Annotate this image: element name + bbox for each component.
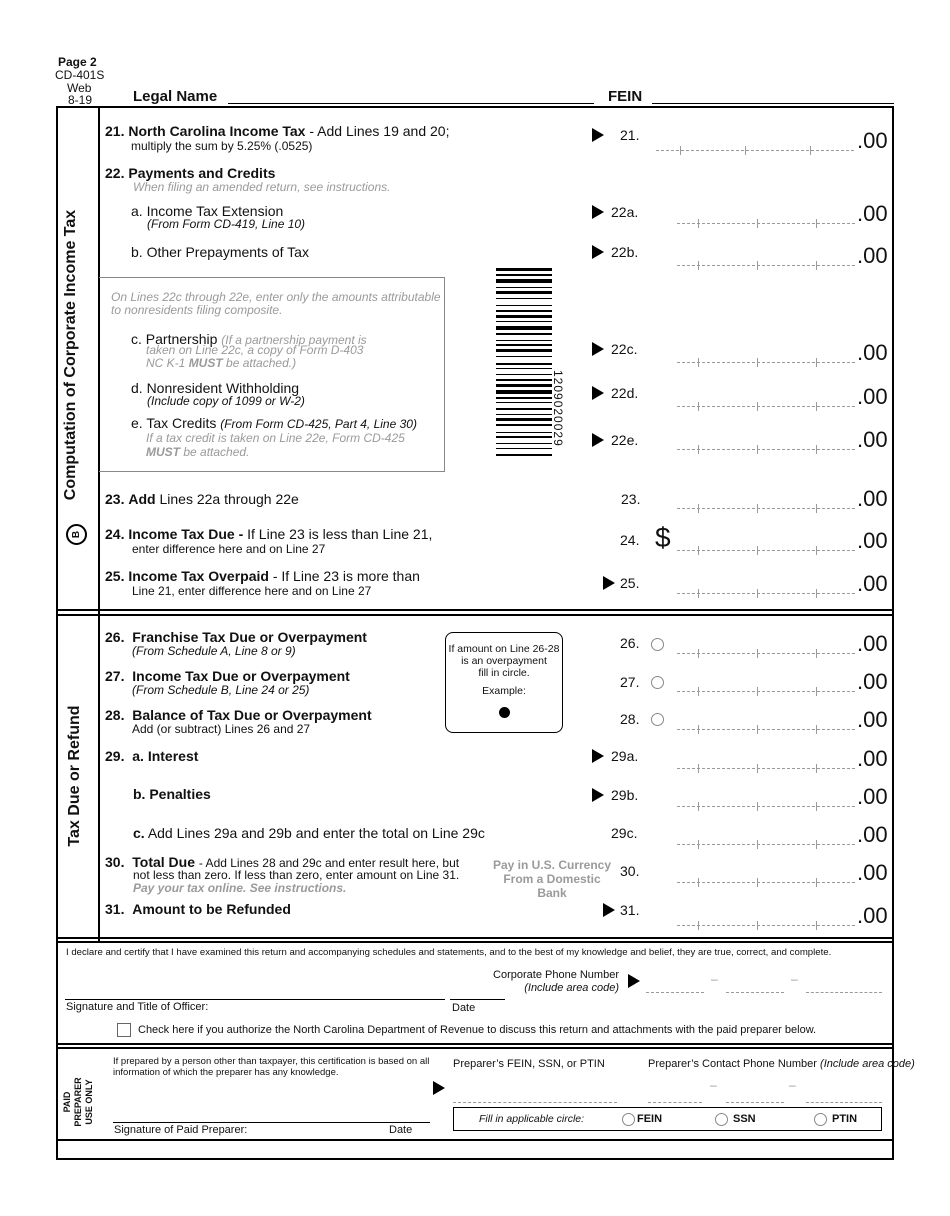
barcode-bar — [496, 408, 552, 410]
line-29b-label: b. Penalties — [133, 786, 211, 802]
section-due-title: Tax Due or Refund — [66, 705, 83, 847]
barcode-bar — [496, 315, 552, 318]
line-29b-amount-field[interactable] — [677, 792, 855, 807]
barcode-bar — [496, 448, 552, 449]
fein-label: FEIN — [608, 88, 643, 105]
line-26-sub: (From Schedule A, Line 8 or 9) — [132, 644, 296, 658]
line-22b-amount-field[interactable] — [677, 251, 855, 266]
paid-preparer-title: PAID PREPARER USE ONLY — [62, 1077, 94, 1127]
line-23-cents: .00 — [857, 486, 888, 511]
phone-prefix-field[interactable] — [726, 983, 784, 993]
dollar-sign: $ — [655, 522, 671, 553]
barcode-bar — [496, 298, 552, 299]
line-21-amount-field[interactable] — [656, 136, 854, 151]
section-b-badge: B — [66, 524, 87, 545]
line-24-label: 24. Income Tax Due - If Line 23 is less than Line 21, — [105, 526, 433, 542]
section-divider-2 — [56, 937, 894, 939]
overpayment-callout: If amount on Line 26-28 is an overpayment fill in circle. Example: — [445, 632, 563, 733]
overpayment-circle-28[interactable] — [651, 713, 664, 726]
officer-signature-label: Signature and Title of Officer: — [66, 1001, 209, 1013]
section-divider-1 — [56, 609, 894, 611]
ptin-radio[interactable] — [814, 1113, 827, 1126]
barcode-bar — [496, 390, 552, 394]
line-28-amount-field[interactable] — [677, 715, 855, 730]
line-22-title: 22. Payments and Credits — [105, 165, 276, 181]
barcode-number: 1209020029 — [551, 370, 565, 447]
overpayment-circle-27[interactable] — [651, 676, 664, 689]
line-28-label: 28. Balance of Tax Due or Overpayment — [105, 707, 372, 723]
line-22b-label: b. Other Prepayments of Tax — [131, 244, 309, 260]
line-27-cents: .00 — [857, 669, 888, 694]
line-24-amount-field[interactable] — [677, 536, 855, 551]
arrow-icon — [603, 576, 615, 590]
line-22c-cents: .00 — [857, 340, 888, 365]
barcode-bar — [496, 287, 552, 288]
line-22d-sub: (Include copy of 1099 or W-2) — [147, 394, 305, 408]
line-25-amount-field[interactable] — [677, 579, 855, 594]
line-27-ref: 27. — [620, 674, 640, 690]
line-22c-label: c. Partnership (If a partnership payment is — [131, 331, 367, 347]
phone-line-field[interactable] — [806, 983, 882, 993]
line-22d-ref: 22d. — [611, 385, 639, 401]
arrow-icon — [592, 433, 604, 447]
section-divider-4 — [56, 1139, 894, 1141]
line-30-amount-field[interactable] — [677, 868, 855, 883]
line-22c-sub3: NC K-1 MUST be attached.) — [146, 356, 297, 370]
authorize-text: Check here if you authorize the North Carolina Department of Revenue to discuss this return and attachments with the paid preparer below. — [138, 1024, 817, 1036]
line-29c-amount-field[interactable] — [677, 830, 855, 845]
arrow-icon — [592, 386, 604, 400]
preparer-id-label: Preparer’s FEIN, SSN, or PTIN — [453, 1058, 605, 1070]
line-22d-amount-field[interactable] — [677, 392, 855, 407]
line-30-cents: .00 — [857, 860, 888, 885]
barcode-bar — [496, 310, 552, 312]
line-22b-ref: 22b. — [611, 244, 639, 260]
line-22a-amount-field[interactable] — [677, 209, 855, 224]
line-25-label: 25. Income Tax Overpaid - If Line 23 is more than — [105, 568, 420, 584]
line-29c-ref: 29c. — [611, 825, 638, 841]
line-28-ref: 28. — [620, 711, 640, 727]
fein-option-label: FEIN — [637, 1113, 663, 1125]
side-column-divider — [98, 106, 100, 941]
line-22e-sub2: MUST be attached. — [146, 445, 250, 459]
preparer-phone-prefix[interactable] — [726, 1094, 784, 1103]
barcode-bar — [496, 268, 552, 271]
phone-dash: – — [789, 1078, 796, 1092]
phone-area-field[interactable] — [646, 983, 704, 993]
line-22e-cents: .00 — [857, 427, 888, 452]
form-web: Web — [67, 81, 92, 95]
arrow-icon — [592, 245, 604, 259]
line-23-ref: 23. — [621, 491, 641, 507]
barcode-bar — [496, 384, 552, 387]
section-divider-1b — [56, 614, 894, 616]
line-21-cents: .00 — [857, 128, 888, 153]
barcode-bar — [496, 333, 552, 335]
preparer-phone-area[interactable] — [648, 1094, 702, 1103]
line-22e-label: e. Tax Credits (From Form CD-425, Part 4, Line 30) — [131, 415, 417, 431]
filled-circle-example — [499, 707, 510, 718]
line-29a-ref: 29a. — [611, 748, 639, 764]
line-22e-amount-field[interactable] — [677, 435, 855, 450]
line-29b-ref: 29b. — [611, 787, 639, 803]
phone-dash: – — [791, 972, 798, 986]
barcode — [496, 268, 552, 560]
section-b-title: Computation of Corporate Income Tax — [62, 209, 79, 501]
preparer-phone-line[interactable] — [806, 1094, 882, 1103]
line-22d-cents: .00 — [857, 384, 888, 409]
arrow-icon — [592, 342, 604, 356]
declaration-text: I declare and certify that I have examined this return and accompanying schedules and statements, and to the best of my knowledge and belief, they are true, correct, and complete. — [66, 947, 832, 958]
barcode-bar — [496, 432, 552, 433]
barcode-bar — [496, 326, 552, 330]
barcode-bar — [496, 402, 552, 403]
arrow-icon — [592, 788, 604, 802]
line-23-amount-field[interactable] — [677, 494, 855, 509]
line-22a-cents: .00 — [857, 201, 888, 226]
barcode-bar — [496, 374, 552, 375]
officer-date-line[interactable] — [450, 999, 505, 1000]
arrow-icon — [628, 974, 640, 988]
line-30-ref: 30. — [620, 863, 640, 879]
preparer-cert-text: If prepared by a person other than taxpayer, this certification is based on all information of which the preparer has any knowledge. — [113, 1056, 430, 1078]
barcode-bar — [496, 340, 552, 341]
composite-note: On Lines 22c through 22e, enter only the amounts attributable to nonresidents filing composite. — [111, 290, 441, 317]
line-27-amount-field[interactable] — [677, 677, 855, 692]
barcode-bar — [496, 414, 552, 415]
line-22c-sub2: taken on Line 22c, a copy of Form D-403 — [146, 343, 364, 357]
officer-signature-line[interactable] — [65, 999, 445, 1000]
barcode-bar — [496, 349, 552, 352]
barcode-bar — [496, 454, 552, 456]
barcode-bar — [496, 379, 552, 381]
line-22e-ref: 22e. — [611, 432, 639, 448]
phone-dash: – — [711, 972, 718, 986]
preparer-signature-label: Signature of Paid Preparer: — [114, 1124, 248, 1136]
arrow-icon — [433, 1081, 445, 1095]
authorize-checkbox[interactable] — [117, 1023, 131, 1037]
line-26-cents: .00 — [857, 631, 888, 656]
line-31-amount-field[interactable] — [677, 911, 855, 926]
line-25-desc: Line 21, enter difference here and on Line 27 — [132, 584, 372, 598]
line-30-desc: not less than zero. If less than zero, enter amount on Line 31. — [133, 868, 460, 882]
barcode-bar — [496, 363, 552, 365]
barcode-bar — [496, 418, 552, 421]
line-29c-cents: .00 — [857, 822, 888, 847]
line-21-label: 21. North Carolina Income Tax - Add Lines 19 and 20; — [105, 123, 450, 139]
line-28-cents: .00 — [857, 707, 888, 732]
section-divider-3 — [56, 1043, 894, 1045]
line-23-label: 23. Add Lines 22a through 22e — [105, 491, 299, 507]
form-id: CD-401S — [55, 68, 105, 82]
line-21-desc: multiply the sum by 5.25% (.0525) — [131, 139, 313, 153]
page-number: Page 2 — [58, 55, 97, 69]
preparer-date-label: Date — [389, 1124, 413, 1136]
preparer-phone-label: Preparer’s Contact Phone Number (Include area code) — [648, 1058, 915, 1070]
barcode-bar — [496, 305, 552, 306]
fein-field[interactable] — [652, 103, 894, 104]
line-26-amount-field[interactable] — [677, 639, 855, 654]
legal-name-field[interactable] — [228, 103, 594, 104]
overpayment-circle-26[interactable] — [651, 638, 664, 651]
line-22e-sub1: If a tax credit is taken on Line 22e, Form CD-425 — [146, 431, 405, 445]
line-29c-label: c. Add Lines 29a and 29b and enter the total on Line 29c — [133, 825, 485, 841]
barcode-bar — [496, 436, 552, 438]
fein-radio[interactable] — [622, 1113, 635, 1126]
fill-circle-label: Fill in applicable circle: — [479, 1113, 585, 1125]
line-29a-label: 29. a. Interest — [105, 748, 199, 764]
line-22a-label: a. Income Tax Extension — [131, 203, 284, 219]
line-25-ref: 25. — [620, 575, 640, 591]
ptin-option-label: PTIN — [832, 1113, 858, 1125]
preparer-id-field[interactable] — [453, 1094, 617, 1103]
line-27-sub: (From Schedule B, Line 24 or 25) — [132, 683, 310, 697]
line-22-note: When filing an amended return, see instructions. — [133, 180, 391, 194]
barcode-bar — [496, 397, 552, 399]
line-29a-cents: .00 — [857, 746, 888, 771]
line-31-ref: 31. — [620, 902, 640, 918]
ssn-option-label: SSN — [733, 1113, 756, 1125]
arrow-icon — [603, 903, 615, 917]
barcode-bar — [496, 443, 552, 444]
barcode-bar — [496, 424, 552, 426]
barcode-bar — [496, 321, 552, 322]
line-24-ref: 24. — [620, 532, 640, 548]
line-30-label: 30. Total Due - Add Lines 28 and 29c and enter result here, but — [105, 854, 460, 870]
line-24-cents: .00 — [857, 528, 888, 553]
line-28-sub: Add (or subtract) Lines 26 and 27 — [132, 722, 311, 736]
barcode-bar — [496, 344, 552, 346]
line-24-desc: enter difference here and on Line 27 — [132, 542, 326, 556]
line-22c-ref: 22c. — [611, 341, 638, 357]
barcode-bar — [496, 368, 552, 369]
line-25-cents: .00 — [857, 571, 888, 596]
barcode-bar — [496, 291, 552, 294]
line-22c-amount-field[interactable] — [677, 348, 855, 363]
line-29b-cents: .00 — [857, 784, 888, 809]
section-divider-2b — [56, 941, 894, 943]
phone-dash: – — [710, 1078, 717, 1092]
line-22a-ref: 22a. — [611, 204, 639, 220]
line-22d-label: d. Nonresident Withholding — [131, 380, 300, 396]
line-21-ref: 21. — [620, 127, 640, 143]
section-divider-3b — [56, 1047, 894, 1049]
corporate-phone-label: Corporate Phone Number (Include area code) — [493, 969, 619, 994]
barcode-bar — [496, 274, 552, 276]
barcode-bar — [496, 356, 552, 357]
line-31-cents: .00 — [857, 903, 888, 928]
preparer-signature-line[interactable] — [113, 1122, 430, 1123]
barcode-bar — [496, 279, 552, 283]
arrow-icon — [592, 128, 604, 142]
legal-name-label: Legal Name — [133, 88, 218, 105]
form-revision: 8-19 — [68, 93, 93, 107]
line-27-label: 27. Income Tax Due or Overpayment — [105, 668, 350, 684]
line-30-online: Pay your tax online. See instructions. — [133, 881, 347, 895]
line-22a-sub: (From Form CD-419, Line 10) — [147, 217, 306, 231]
officer-date-label: Date — [452, 1002, 476, 1014]
line-31-label: 31. Amount to be Refunded — [105, 901, 291, 917]
arrow-icon — [592, 205, 604, 219]
line-22b-cents: .00 — [857, 243, 888, 268]
line-29a-amount-field[interactable] — [677, 754, 855, 769]
line-26-label: 26. Franchise Tax Due or Overpayment — [105, 629, 367, 645]
arrow-icon — [592, 749, 604, 763]
line-26-ref: 26. — [620, 635, 640, 651]
ssn-radio[interactable] — [715, 1113, 728, 1126]
pay-currency-note: Pay in U.S. Currency From a Domestic Bank — [492, 858, 612, 900]
